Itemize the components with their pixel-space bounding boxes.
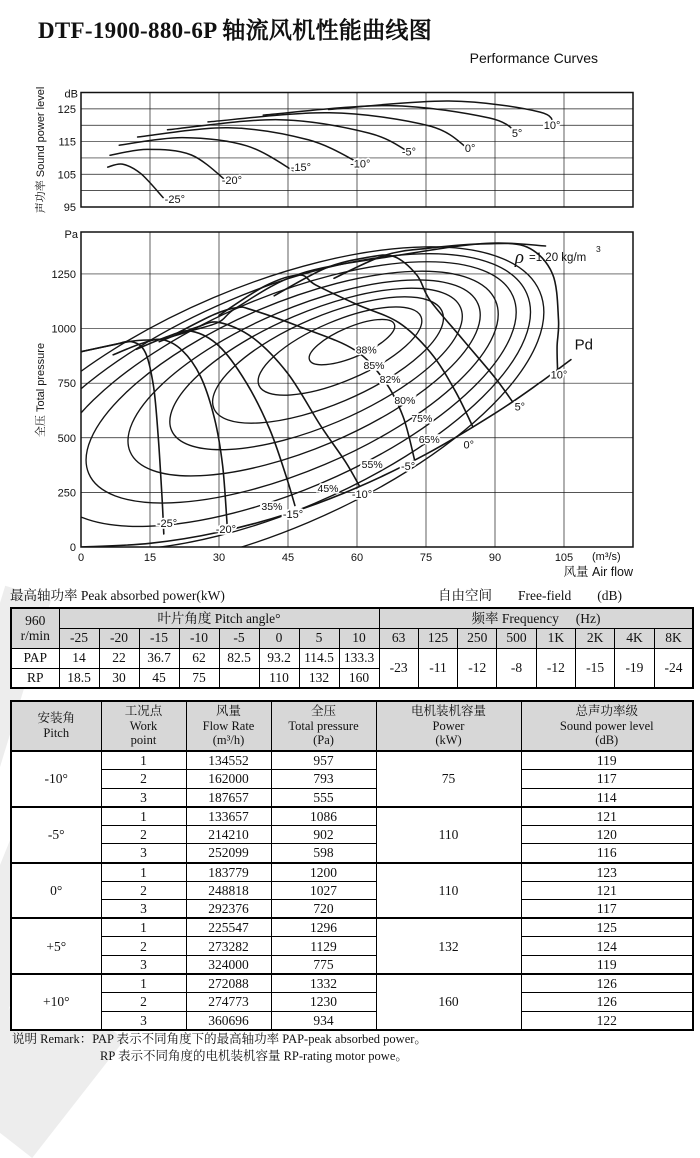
sound-power-cell: 117 (521, 900, 693, 919)
freq-attenuation-value: -12 (536, 648, 575, 688)
pap-value: 14 (59, 648, 99, 668)
pap-value: 133.3 (339, 648, 379, 668)
flow-rate-cell: 324000 (186, 956, 271, 975)
sound-power-cell: 126 (521, 974, 693, 993)
freq-band-tick: 4K (615, 628, 654, 648)
total-pressure-cell: 1027 (271, 881, 376, 900)
work-point-table (10, 700, 694, 1031)
flow-rate-cell: 214210 (186, 825, 271, 844)
flow-rate-cell: 133657 (186, 807, 271, 826)
column-header: 全压 Total pressure (Pa) (271, 701, 376, 751)
flow-rate-cell: 274773 (186, 993, 271, 1012)
y-tick-label: 95 (63, 202, 76, 214)
work-point-cell: 3 (101, 900, 186, 919)
sound-power-cell: 117 (521, 770, 693, 789)
freq-attenuation-value: -19 (615, 648, 654, 688)
rp-value: 160 (339, 668, 379, 688)
efficiency-label: 65% (418, 434, 440, 447)
total-pressure-cell: 934 (271, 1011, 376, 1030)
total-pressure-cell: 1129 (271, 937, 376, 956)
sound-curve--25° (108, 164, 164, 198)
work-point-cell: 1 (101, 863, 186, 882)
sound-power-cell: 121 (521, 881, 693, 900)
pitch-angle-tick: -10 (179, 628, 219, 648)
free-field-en: Free-field (518, 588, 572, 603)
efficiency-contour-75% (103, 240, 506, 517)
pitch-cell: +5° (11, 918, 101, 974)
total-pressure-cell: 1332 (271, 974, 376, 993)
pitch-angle-tick: -5 (219, 628, 259, 648)
pap-value: 62 (179, 648, 219, 668)
power-cell: 160 (376, 974, 521, 1030)
pap-value: 22 (99, 648, 139, 668)
y-tick-label: 500 (57, 432, 76, 445)
rp-value: 75 (179, 668, 219, 688)
y-axis-unit: dB (64, 88, 78, 101)
column-header: 总声功率级 Sound power level (dB) (521, 701, 693, 751)
rp-value (219, 668, 259, 688)
flow-rate-cell: 292376 (186, 900, 271, 919)
rp-value: 18.5 (59, 668, 99, 688)
sound-power-cell: 119 (521, 751, 693, 770)
pitch-curve-label: 0° (463, 439, 475, 452)
pitch-curve-label: -20° (215, 524, 237, 537)
efficiency-label: 80% (394, 395, 416, 408)
freq-band-tick: 63 (379, 628, 418, 648)
frequency-header: 频率 Frequency (Hz) (379, 608, 693, 628)
flow-rate-cell: 252099 (186, 844, 271, 863)
freq-band-tick: 2K (576, 628, 615, 648)
efficiency-label: 55% (361, 459, 383, 472)
pitch-curve-label: -5° (400, 461, 416, 474)
total-pressure-cell: 1230 (271, 993, 376, 1012)
sound-curve-label: -5° (401, 146, 417, 159)
y-tick-label: 250 (57, 487, 76, 500)
flow-rate-cell: 273282 (186, 937, 271, 956)
freq-band-tick: 125 (418, 628, 457, 648)
column-header: 工况点 Work point (101, 701, 186, 751)
y-axis-unit: Pa (64, 229, 78, 241)
sound-power-cell: 123 (521, 863, 693, 882)
density-symbol: ρ (514, 247, 524, 268)
density-value: =1.20 kg/m (529, 252, 587, 264)
work-point-cell: 1 (101, 807, 186, 826)
power-cell: 110 (376, 807, 521, 863)
pap-value: 114.5 (299, 648, 339, 668)
sound-curve-label: -15° (290, 162, 312, 175)
free-field-unit: (dB) (597, 588, 622, 603)
density-superscript: 3 (596, 244, 601, 254)
y-axis-title: 全压 Total pressure (35, 342, 47, 438)
pitch-angle-tick: 0 (259, 628, 299, 648)
peak-power-table (10, 607, 694, 689)
pitch-angle-tick: -20 (99, 628, 139, 648)
free-field-cn: 自由空间 (438, 588, 492, 603)
x-tick-label: 45 (281, 552, 295, 564)
pitch-angle-tick: -25 (59, 628, 99, 648)
sound-power-cell: 119 (521, 956, 693, 975)
sound-curve-5° (263, 106, 518, 134)
pitch-cell: -10° (11, 751, 101, 807)
pitch-curve-label: -25° (156, 517, 178, 530)
freq-attenuation-value: -8 (497, 648, 536, 688)
sound-power-cell: 120 (521, 825, 693, 844)
x-tick-label: 15 (143, 552, 157, 564)
total-pressure-cell: 1296 (271, 918, 376, 937)
work-point-cell: 3 (101, 844, 186, 863)
work-point-cell: 1 (101, 751, 186, 770)
x-tick-label: 60 (350, 552, 364, 564)
sound-curve-0° (208, 113, 467, 148)
freq-band-tick: 8K (654, 628, 693, 648)
work-point-cell: 2 (101, 993, 186, 1012)
sound-power-cell: 126 (521, 993, 693, 1012)
sound-curve--15° (119, 138, 295, 172)
sound-power-cell: 116 (521, 844, 693, 863)
freq-band-tick: 250 (458, 628, 497, 648)
flow-rate-cell: 225547 (186, 918, 271, 937)
y-axis-title: 声功率 Sound power level (35, 86, 47, 214)
peak-power-label: 最高轴功率 Peak absorbed power(kW) (10, 588, 225, 603)
flow-rate-cell: 183779 (186, 863, 271, 882)
total-pressure-cell: 598 (271, 844, 376, 863)
y-tick-label: 105 (57, 169, 76, 182)
y-tick-label: 1000 (51, 323, 76, 336)
column-header: 安装角 Pitch (11, 701, 101, 751)
efficiency-label: 35% (261, 501, 283, 514)
column-header: 电机装机容量 Power (kW) (376, 701, 521, 751)
y-tick-label: 115 (58, 136, 76, 149)
sound-curve-label: -20° (221, 175, 243, 188)
efficiency-contour-88% (304, 310, 400, 374)
between-tables-labels (0, 584, 700, 602)
pd-label: Pd (574, 336, 593, 354)
sound-power-cell: 124 (521, 937, 693, 956)
rp-value: 45 (139, 668, 179, 688)
rp-value: 110 (259, 668, 299, 688)
freq-band-tick: 1K (536, 628, 575, 648)
efficiency-label: 88% (355, 344, 377, 357)
y-tick-label: 750 (57, 378, 76, 391)
flow-rate-cell: 248818 (186, 881, 271, 900)
pitch-curve-label: 5° (514, 401, 526, 414)
performance-curves-group (0, 179, 587, 600)
total-pressure-cell: 902 (271, 825, 376, 844)
remark-block (12, 1031, 427, 1065)
flow-rate-cell: 187657 (186, 788, 271, 807)
sound-curve-label: 5° (511, 127, 523, 140)
sound-curve-10° (329, 101, 554, 127)
pap-row-label: PAP (11, 648, 59, 668)
x-tick-label: 90 (488, 552, 502, 564)
work-point-cell: 3 (101, 1011, 186, 1030)
y-tick-label: 125 (57, 103, 76, 116)
subtitle: Performance Curves (469, 50, 598, 66)
pitch-angle-header: 叶片角度 Pitch angle° (59, 608, 379, 628)
work-point-cell: 3 (101, 788, 186, 807)
work-point-cell: 1 (101, 974, 186, 993)
sound-power-chart (33, 87, 633, 214)
work-point-cell: 2 (101, 937, 186, 956)
free-field-label (438, 584, 648, 604)
sound-curve-label: 10° (543, 119, 561, 132)
power-cell: 110 (376, 863, 521, 919)
efficiency-contour-65% (56, 223, 529, 550)
sound-curve--10° (138, 128, 359, 163)
flow-rate-cell: 134552 (186, 751, 271, 770)
work-point-cell: 2 (101, 825, 186, 844)
work-point-cell: 3 (101, 956, 186, 975)
sound-power-cell: 125 (521, 918, 693, 937)
remark-line2: RP 表示不同角度的电机装机容量 RP-rating motor powe。 (100, 1049, 408, 1063)
efficiency-contour-45% (0, 192, 570, 600)
x-tick-label: 0 (77, 552, 85, 564)
efficiency-label: 45% (317, 483, 339, 496)
pitch-angle-tick: -15 (139, 628, 179, 648)
pitch-curve--15° (136, 331, 295, 506)
rp-value: 30 (99, 668, 139, 688)
y-tick-label: 0 (69, 542, 76, 554)
sound-curve-label: 0° (464, 143, 476, 156)
sound-power-cell: 122 (521, 1011, 693, 1030)
remark-line1: 说明 Remark：PAP 表示不同角度下的最高轴功率 PAP-peak absorbed power。 (12, 1032, 427, 1046)
x-tick-label: 105 (554, 552, 574, 564)
pitch-angle-tick: 5 (299, 628, 339, 648)
efficiency-label: 75% (411, 413, 433, 426)
total-pressure-cell: 720 (271, 900, 376, 919)
page-title: DTF-1900-880-6P 轴流风机性能曲线图 (38, 18, 433, 43)
freq-attenuation-value: -11 (418, 648, 457, 688)
efficiency-label: 85% (363, 359, 385, 372)
total-pressure-cell: 957 (271, 751, 376, 770)
pitch-curve-label: -10° (351, 489, 373, 502)
total-pressure-cell: 1086 (271, 807, 376, 826)
work-point-cell: 1 (101, 918, 186, 937)
work-point-cell: 2 (101, 881, 186, 900)
sound-curve-label: -25° (164, 194, 185, 207)
freq-attenuation-value: -24 (654, 648, 693, 688)
x-tick-label: 75 (419, 552, 433, 564)
x-axis-title: 风量 Air flow (563, 565, 633, 579)
flow-rate-cell: 162000 (186, 770, 271, 789)
pitch-curve-label: 10° (550, 369, 568, 382)
sound-power-cell: 121 (521, 807, 693, 826)
pitch-cell: +10° (11, 974, 101, 1030)
sound-curve-label: -10° (350, 158, 371, 171)
sound-power-cell: 114 (521, 788, 693, 807)
performance-pressure-chart (0, 179, 634, 600)
flow-rate-cell: 360696 (186, 1011, 271, 1030)
efficiency-label: 82% (379, 374, 401, 387)
x-axis-unit: (m³/s) (592, 551, 621, 563)
pap-value: 93.2 (259, 648, 299, 668)
pap-value: 36.7 (139, 648, 179, 668)
freq-attenuation-value: -23 (379, 648, 418, 688)
work-point-cell: 2 (101, 770, 186, 789)
rp-value: 132 (299, 668, 339, 688)
pitch-cell: 0° (11, 863, 101, 919)
pitch-cell: -5° (11, 807, 101, 863)
total-pressure-cell: 775 (271, 956, 376, 975)
pitch-curve-label: -15° (282, 508, 304, 521)
total-pressure-cell: 555 (271, 788, 376, 807)
pitch-angle-tick: 10 (339, 628, 379, 648)
column-header: 风量 Flow Rate (m³/h) (186, 701, 271, 751)
x-tick-label: 30 (212, 552, 226, 564)
power-cell: 132 (376, 918, 521, 974)
rpm-cell: 960 r/min (11, 608, 59, 648)
efficiency-contour-55% (15, 207, 551, 581)
freq-attenuation-value: -15 (576, 648, 615, 688)
freq-attenuation-value: -12 (458, 648, 497, 688)
total-pressure-cell: 793 (271, 770, 376, 789)
flow-rate-cell: 272088 (186, 974, 271, 993)
pap-value: 82.5 (219, 648, 259, 668)
rp-row-label: RP (11, 668, 59, 688)
total-pressure-cell: 1200 (271, 863, 376, 882)
power-cell: 75 (376, 751, 521, 807)
freq-band-tick: 500 (497, 628, 536, 648)
y-tick-label: 1250 (51, 268, 76, 281)
